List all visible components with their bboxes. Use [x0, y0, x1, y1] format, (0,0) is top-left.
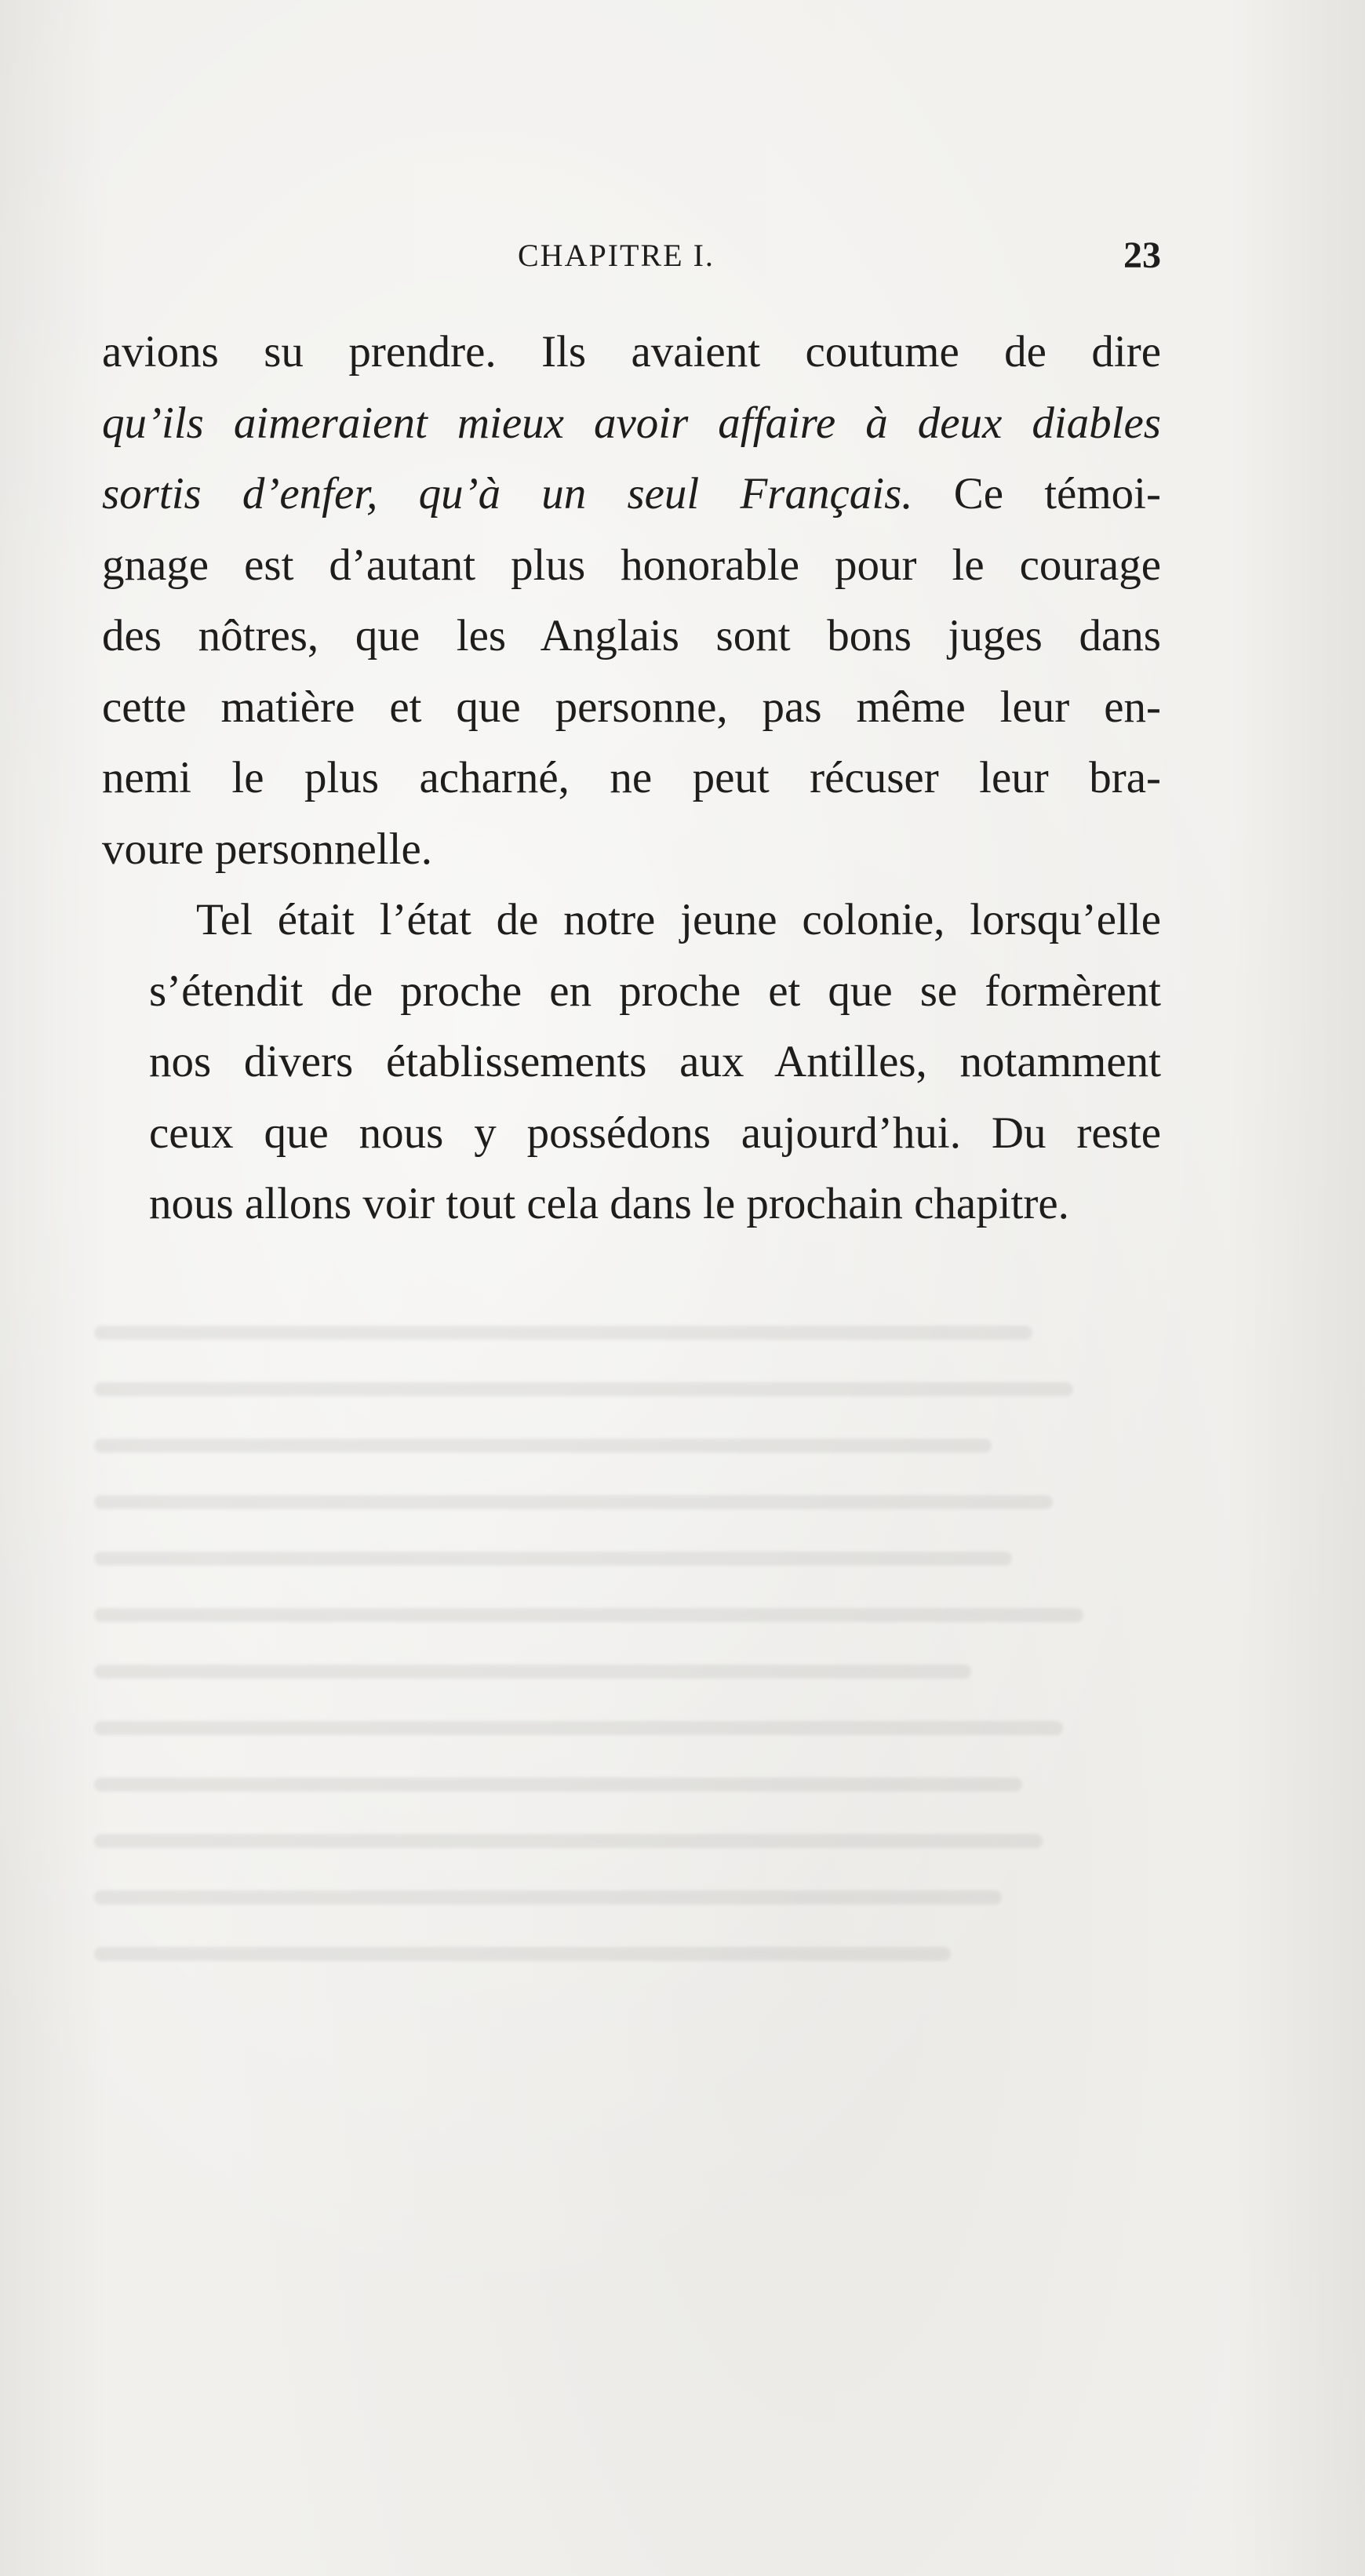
text-line — [102, 743, 1161, 814]
text-line — [102, 956, 1161, 1028]
text-segment: cette matière et que personne, pas même leur en- — [102, 682, 1161, 732]
text-segment: avions su prendre. Ils avaient coutume de dire — [102, 327, 1161, 377]
text-line — [102, 459, 1161, 530]
text-line — [102, 1027, 1161, 1098]
running-title: CHAPITRE I. — [518, 238, 715, 273]
text-segment: nemi le plus acharné, ne peut récuser leur bra- — [102, 753, 1161, 802]
italic-segment: qu’ils aimeraient mieux avoir affaire à deux diables — [102, 398, 1161, 448]
text-segment: ceux que nous y possédons aujourd’hui. Du reste — [149, 1108, 1161, 1158]
paragraph-1 — [102, 317, 1161, 885]
page-number: 23 — [1123, 235, 1161, 276]
text-line — [102, 1169, 1161, 1240]
text-segment: voure personnelle. — [102, 824, 433, 874]
text-line — [102, 317, 1161, 388]
text-line — [102, 672, 1161, 744]
text-line — [102, 1098, 1161, 1170]
text-segment: s’étendit de proche en proche et que se formèrent — [149, 966, 1161, 1016]
paragraph-2 — [102, 885, 1161, 1240]
text-segment: des nôtres, que les Anglais sont bons juges dans — [102, 611, 1161, 660]
body-text — [102, 317, 1161, 1240]
italic-segment: sortis d’enfer, qu’à un seul Français. — [102, 469, 913, 518]
text-segment: Ce témoi- — [912, 469, 1162, 518]
text-line — [102, 601, 1161, 672]
running-head — [102, 237, 1161, 284]
text-segment: nous allons voir tout cela dans le prochain chapitre. — [149, 1179, 1069, 1228]
text-line — [102, 388, 1161, 460]
text-line — [102, 530, 1161, 602]
text-line — [102, 885, 1161, 956]
bleed-through-from-reverse-page — [94, 1326, 1114, 2079]
text-segment: nos divers établissements aux Antilles, notamment — [149, 1037, 1161, 1086]
text-line — [102, 814, 1161, 886]
text-segment: gnage est d’autant plus honorable pour le courage — [102, 540, 1161, 590]
text-segment: Tel était l’état de notre jeune colonie, lorsqu’elle — [196, 895, 1161, 944]
